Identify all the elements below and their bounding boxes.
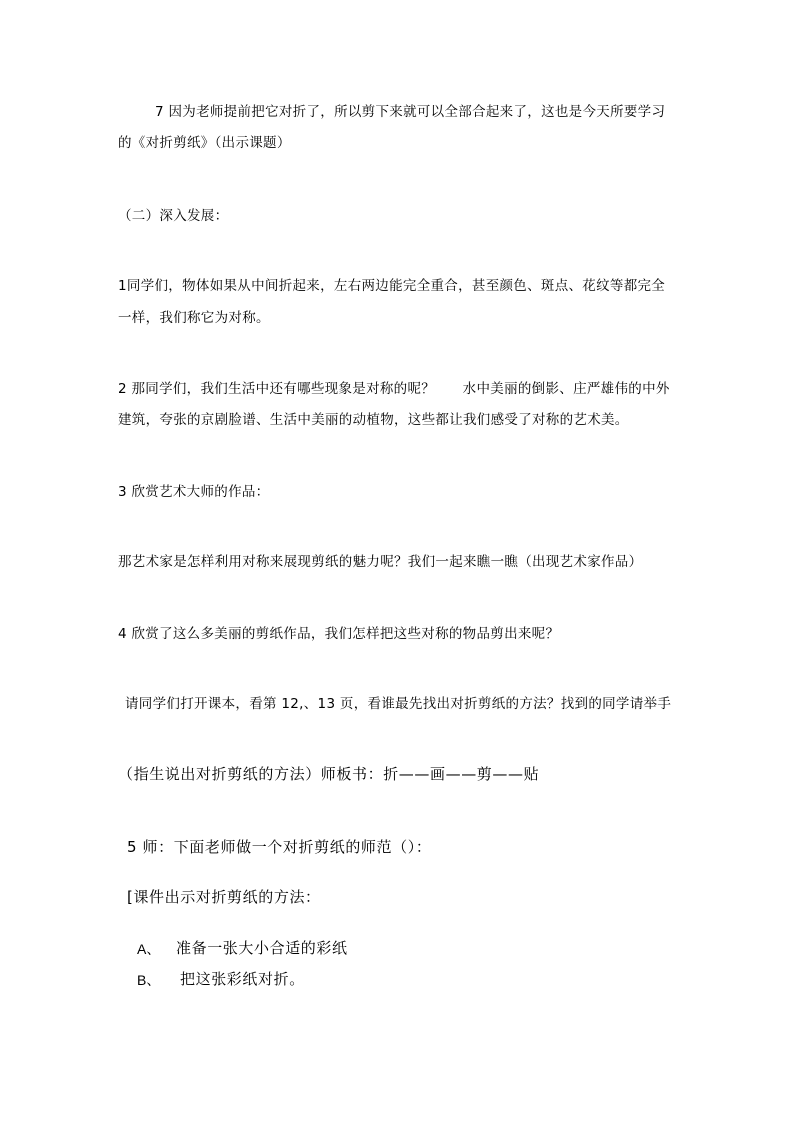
paragraph-3-heading: 3 欣赏艺术大师的作品： bbox=[118, 484, 270, 500]
paragraph-5-courseware: [课件出示对折剪纸的方法： bbox=[127, 888, 321, 906]
paragraph-5-line: 5 师：下面老师做一个对折剪纸的师范（）： bbox=[127, 838, 432, 856]
paragraph-3-body: 那艺术家是怎样利用对称来展现剪纸的魅力呢？我们一起来瞧一瞧（出现艺术家作品） bbox=[118, 554, 643, 570]
paragraph-1-line-2: 一样，我们称它为对称。 bbox=[118, 310, 270, 326]
paragraph-4-line: 4 欣赏了这么多美丽的剪纸作品，我们怎样把这些对称的物品剪出来呢？ bbox=[118, 626, 560, 642]
option-b-text: 把这张彩纸对折。 bbox=[180, 970, 305, 988]
paragraph-7-line-1: 7 因为老师提前把它对折了，所以剪下来就可以全部合起来了，这也是今天所要学习 bbox=[155, 104, 666, 120]
option-a-text: 准备一张大小合适的彩纸 bbox=[176, 939, 348, 957]
section-2-heading: （二）深入发展： bbox=[118, 208, 229, 224]
paragraph-1-line-1: 1同学们，物体如果从中间折起来，左右两边能完全重合，甚至颜色、斑点、花纹等都完全 bbox=[118, 278, 666, 294]
option-b-label: B、 bbox=[137, 972, 161, 988]
paragraph-2-line-1: 2 那同学们，我们生活中还有哪些现象是对称的呢？ 水中美丽的倒影、庄严雄伟的中外 bbox=[118, 381, 670, 397]
paragraph-4-instruction: 请同学们打开课本，看第 12,、13 页，看谁最先找出对折剪纸的方法？找到的同学请举手 bbox=[125, 696, 672, 712]
paragraph-2-line-2: 建筑，夸张的京剧脸谱、生活中美丽的动植物，这些都让我们感受了对称的艺术美。 bbox=[118, 412, 629, 428]
paragraph-7-line-2: 的《对折剪纸》（出示课题） bbox=[118, 135, 291, 151]
option-a-label: A、 bbox=[137, 941, 161, 957]
paragraph-4-board-writing: （指生说出对折剪纸的方法）师板书：折——画——剪——贴 bbox=[118, 765, 540, 783]
